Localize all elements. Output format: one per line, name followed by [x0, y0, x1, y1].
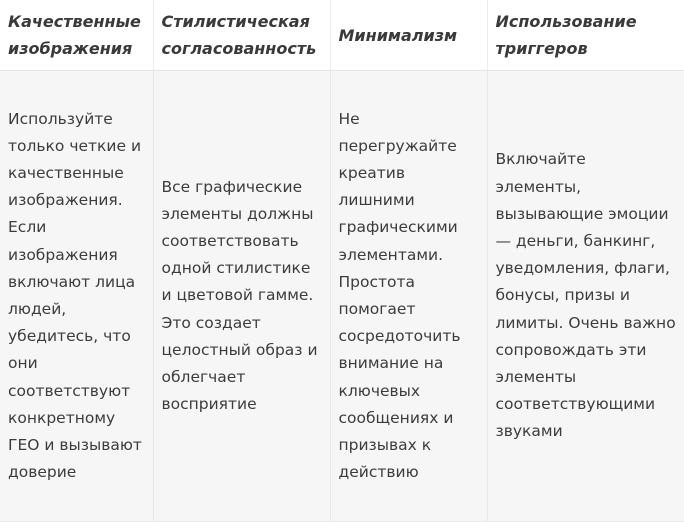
cell-style-consistency: Все графические элементы должны соответствовать одной стилистике и цветовой гамме. Это создает целостный образ и облегчает восприятие [153, 71, 330, 522]
header-triggers: Использование триггеров [487, 0, 684, 71]
cell-quality-images: Используйте только четкие и качественные изображения. Если изображения включают лица людей, убедитесь, что они соответствуют конкретному ГЕО и вызывают доверие [0, 71, 153, 522]
header-quality-images: Качественные изображения [0, 0, 153, 71]
table-row [0, 71, 684, 522]
header-style-consistency: Стилистическая согласованность [153, 0, 330, 71]
header-minimalism: Минимализм [330, 0, 487, 71]
cell-minimalism: Не перегружайте креатив лишними графическими элементами. Простота помогает сосредоточить внимание на ключевых сообщениях и призывах к действию [330, 71, 487, 522]
cell-triggers: Включайте элементы, вызывающие эмоции — деньги, банкинг, уведомления, флаги, бонусы, призы и лимиты. Очень важно сопровождать эти элементы соответствующими звуками [487, 71, 684, 522]
table-header-row [0, 0, 684, 71]
